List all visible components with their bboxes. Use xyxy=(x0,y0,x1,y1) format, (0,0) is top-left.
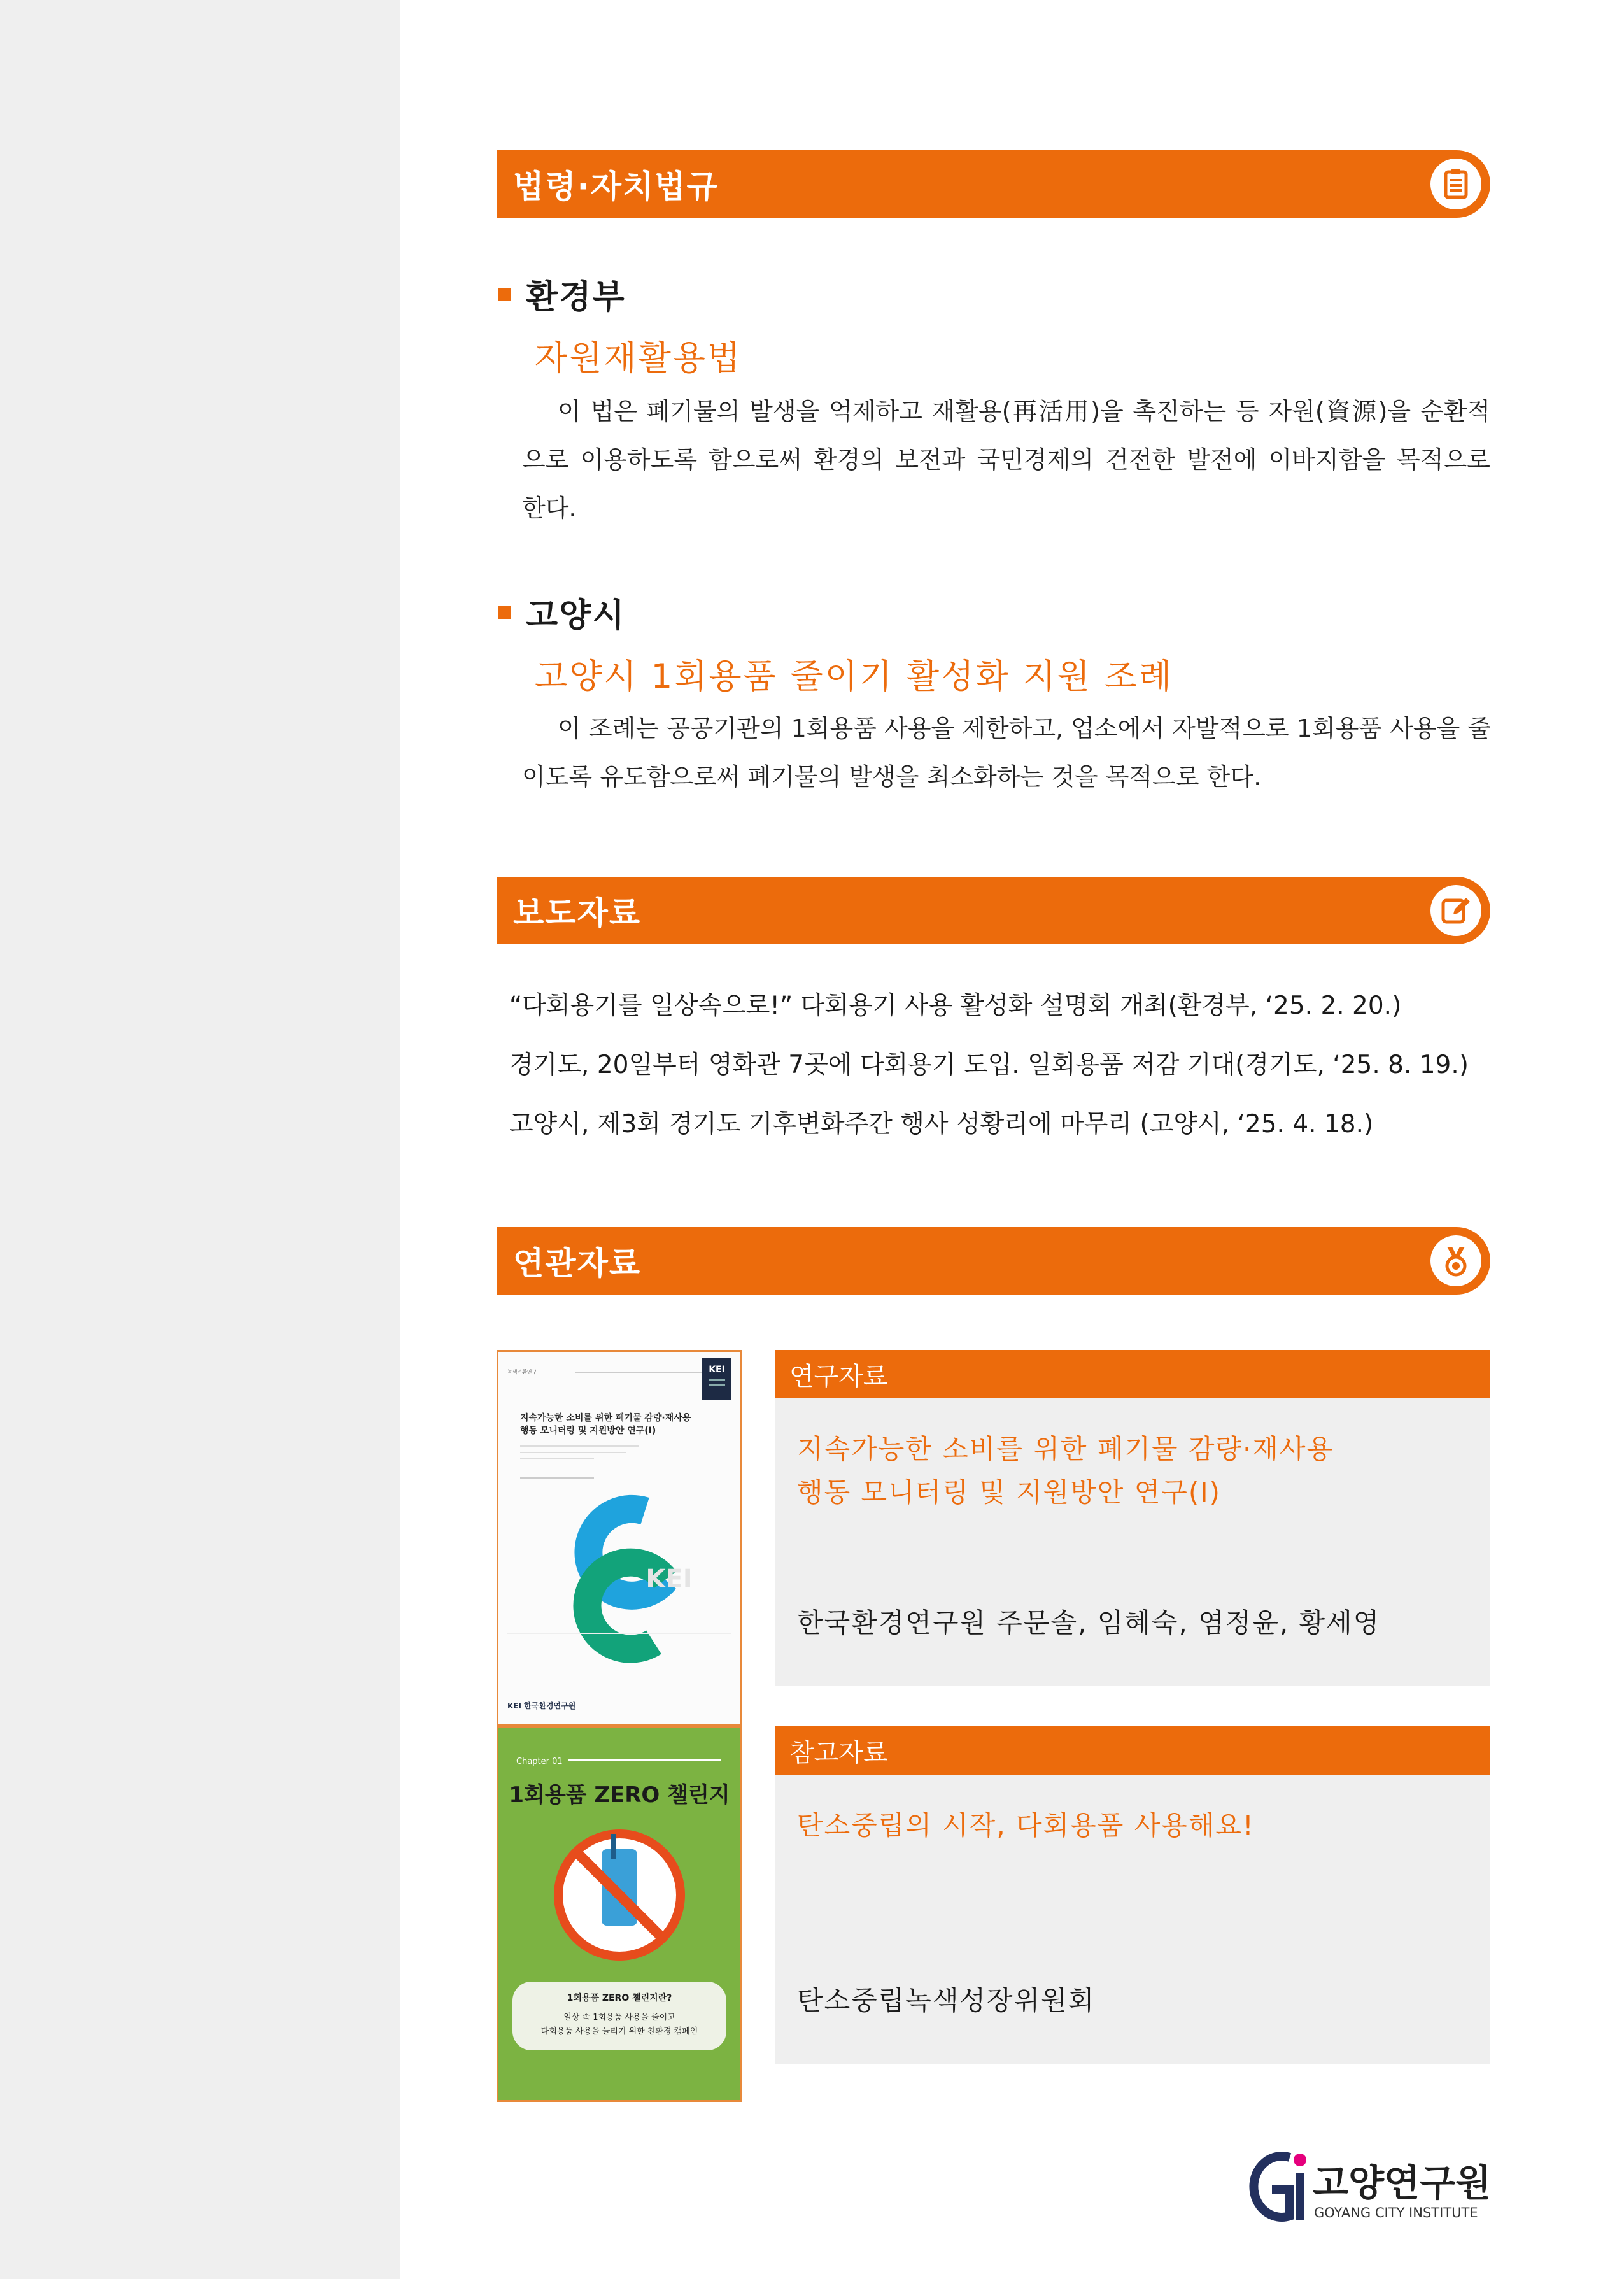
reference-label: 참고자료 xyxy=(775,1726,1490,1775)
press-item[interactable]: 경기도, 20일부터 영화관 7곳에 다회용기 도입. 일회용품 저감 기대(경기도, ‘25. 8. 19.) xyxy=(509,1051,1469,1079)
press-item[interactable]: 고양시, 제3회 경기도 기후변화주간 행사 성황리에 마무리 (고양시, ‘25. 4. 18.) xyxy=(509,1110,1374,1139)
cover-watermark: KEI xyxy=(646,1565,693,1594)
body-line: 으로 이용하도록 함으로써 환경의 보전과 국민경제의 건전한 발전에 이바지함을 목적으로 xyxy=(522,446,1490,474)
cover-desc-line: 일상 속 1회용품 사용을 줄이고 xyxy=(563,2013,675,2022)
cover-title-line: 지속가능한 소비를 위한 폐기물 감량·재사용 xyxy=(520,1413,691,1423)
left-margin-strip xyxy=(0,0,400,2279)
cover-desc-line: 다회용품 사용을 늘리기 위한 친환경 캠페인 xyxy=(540,2027,698,2036)
research-title-line: 행동 모니터링 및 지원방안 연구(Ⅰ) xyxy=(797,1477,1221,1508)
square-bullet-icon xyxy=(498,606,511,619)
city-name: 고양시 xyxy=(526,597,626,635)
medal-icon xyxy=(1430,1235,1481,1286)
reference-author: 탄소중립녹색성장위원회 xyxy=(797,1985,1096,2016)
research-author: 한국환경연구원 주문솔, 임혜숙, 염정윤, 황세영 xyxy=(797,1607,1381,1638)
research-title[interactable] xyxy=(797,1428,1334,1514)
cover-title-line: 행동 모니터링 및 지원방안 연구(Ⅰ) xyxy=(520,1426,656,1436)
research-card[interactable] xyxy=(775,1350,1490,1686)
research-label: 연구자료 xyxy=(775,1350,1490,1398)
logo-english: GOYANG CITY INSTITUTE xyxy=(1314,2205,1478,2220)
ministry-name: 환경부 xyxy=(526,278,626,316)
cover-question: 1회용품 ZERO 챌린지란? xyxy=(567,1993,672,2003)
body-line: 이도록 유도함으로써 폐기물의 발생을 최소화하는 것을 목적으로 한다. xyxy=(522,763,1262,791)
law-title-city: 고양시 1회용품 줄이기 활성화 지원 조례 xyxy=(535,657,1174,696)
research-cover-image[interactable] xyxy=(497,1350,742,1726)
section-title: 보도자료 xyxy=(513,895,642,932)
ministry-heading xyxy=(498,270,626,318)
cover-title: 1회용품 ZERO 챌린지 xyxy=(509,1782,730,1808)
research-title-line: 지속가능한 소비를 위한 폐기물 감량·재사용 xyxy=(797,1433,1334,1465)
law-body-city xyxy=(522,704,1490,801)
clipboard-icon xyxy=(1430,159,1481,209)
logo-name: 고양연구원 xyxy=(1313,2161,1492,2204)
press-list xyxy=(509,987,1469,1165)
section-header-related xyxy=(497,1227,1490,1295)
section-title: 연관자료 xyxy=(513,1245,642,1282)
city-heading xyxy=(498,588,626,636)
cover-chapter: Chapter 01 xyxy=(516,1757,563,1766)
body-line: 이 법은 폐기물의 발생을 억제하고 재활용(再活用)을 촉진하는 등 자원(資源)을 순환적 xyxy=(558,397,1490,425)
goyang-city-institute-logo xyxy=(1235,2145,1496,2227)
body-line: 한다. xyxy=(522,494,577,522)
law-title-ministry: 자원재활용법 xyxy=(535,339,742,378)
section-header-press xyxy=(497,877,1490,944)
edit-icon xyxy=(1430,885,1481,936)
reference-card[interactable] xyxy=(775,1726,1490,2064)
reference-cover-image[interactable] xyxy=(497,1726,742,2102)
cover-badge: KEI xyxy=(709,1365,725,1375)
section-header-laws xyxy=(497,150,1490,218)
cover-footer: KEI 한국환경연구원 xyxy=(507,1701,576,1710)
cover-header-text: 녹색전환연구 xyxy=(507,1369,537,1375)
press-item[interactable]: “다회용기를 일상속으로!” 다회용기 사용 활성화 설명회 개최(환경부, ‘25. 2. 20.) xyxy=(509,991,1402,1020)
square-bullet-icon xyxy=(498,288,511,301)
section-title: 법령·자치법규 xyxy=(513,168,719,205)
body-line: 이 조례는 공공기관의 1회용품 사용을 제한하고, 업소에서 자발적으로 1회용품 사용을 줄 xyxy=(558,714,1492,742)
reference-title[interactable]: 탄소중립의 시작, 다회용품 사용해요! xyxy=(797,1810,1255,1841)
law-body-ministry xyxy=(522,387,1490,532)
